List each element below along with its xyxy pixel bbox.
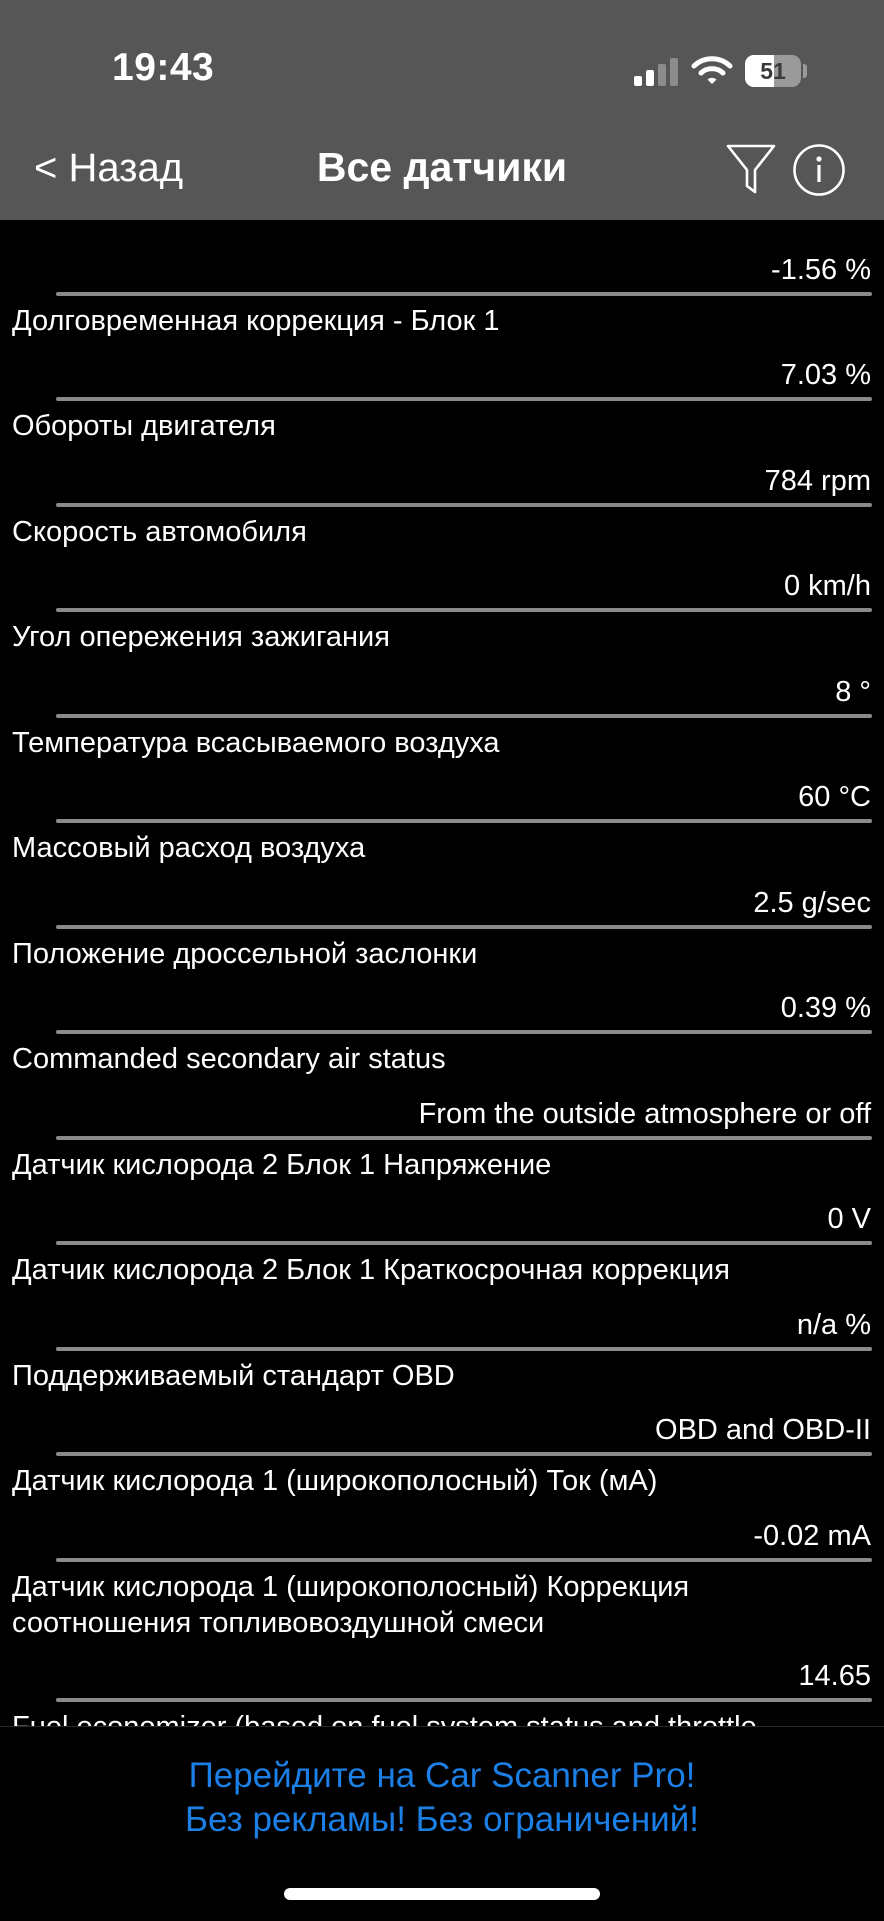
- status-time: 19:43: [112, 46, 215, 89]
- sensor-row[interactable]: [0, 1558, 884, 1699]
- sensor-name: Датчик кислорода 1 (широкополосный) Ток (мА): [12, 1465, 658, 1497]
- row-divider: [56, 608, 872, 612]
- row-divider: [56, 1558, 872, 1562]
- sensor-name: Поддерживаемый стандарт OBD: [12, 1359, 455, 1392]
- sensor-value: 0 V: [827, 1203, 871, 1235]
- row-divider: [56, 1698, 872, 1702]
- sensor-value: -0.02 mA: [753, 1519, 871, 1552]
- wifi-icon: [692, 54, 732, 86]
- row-divider: [56, 1347, 872, 1351]
- row-divider: [56, 1136, 872, 1140]
- row-divider: [56, 1452, 872, 1456]
- sensor-value: 60 °C: [798, 781, 871, 813]
- cellular-signal-icon: [634, 58, 678, 86]
- sensor-value: 784 rpm: [764, 464, 871, 497]
- sensor-value: 7.03 %: [780, 359, 871, 391]
- sensor-list[interactable]: [0, 220, 884, 1726]
- row-divider: [56, 397, 872, 401]
- back-button[interactable]: < Назад: [34, 146, 184, 190]
- battery-tip: [803, 64, 807, 78]
- sensor-row[interactable]: [0, 714, 884, 820]
- row-divider: [56, 925, 872, 929]
- sensor-name: Угол опережения зажигания: [12, 621, 390, 653]
- sensor-row[interactable]: [0, 925, 884, 1031]
- sensor-name: Датчик кислорода 2 Блок 1 Напряжение: [12, 1148, 552, 1181]
- promo-line-1[interactable]: Перейдите на Car Scanner Pro!: [188, 1756, 696, 1795]
- sensor-row[interactable]: [0, 186, 884, 292]
- row-divider: [56, 819, 872, 823]
- sensor-name: Массовый расход воздуха: [12, 832, 366, 864]
- sensor-row[interactable]: [0, 503, 884, 609]
- home-indicator[interactable]: [284, 1888, 600, 1900]
- sensor-value: 8 °: [835, 675, 871, 708]
- sensor-name: Обороты двигателя: [12, 410, 276, 442]
- sensor-row[interactable]: [0, 819, 884, 925]
- promo-line-2[interactable]: Без рекламы! Без ограничений!: [185, 1800, 699, 1839]
- row-divider: [56, 503, 872, 507]
- sensor-row[interactable]: [0, 608, 884, 714]
- row-divider: [56, 292, 872, 296]
- sensor-value: OBD and OBD-II: [655, 1414, 871, 1446]
- sensor-row[interactable]: [0, 1241, 884, 1347]
- battery-icon: [745, 55, 801, 87]
- page-title: Все датчики: [316, 144, 568, 190]
- sensor-name: Датчик кислорода 2 Блок 1 Краткосрочная коррекция: [12, 1254, 730, 1286]
- sensor-name: Скорость автомобиля: [12, 515, 307, 548]
- sensor-row[interactable]: [0, 1347, 884, 1453]
- sensor-name: Commanded secondary air status: [12, 1043, 446, 1075]
- sensor-value: 0.39 %: [780, 992, 871, 1024]
- sensor-row[interactable]: [0, 1452, 884, 1558]
- sensor-row[interactable]: [0, 1136, 884, 1242]
- sensor-row[interactable]: [0, 292, 884, 398]
- sensor-row[interactable]: [0, 1030, 884, 1136]
- sensor-value: 14.65: [798, 1660, 871, 1692]
- sensor-value: n/a %: [796, 1308, 871, 1341]
- sensor-value: -1.56 %: [771, 253, 871, 286]
- row-divider: [56, 1030, 872, 1034]
- row-divider: [56, 714, 872, 718]
- sensor-name: Долговременная коррекция - Блок 1: [12, 304, 500, 337]
- sensor-value: From the outside atmosphere or off: [418, 1097, 871, 1130]
- sensor-name: Положение дроссельной заслонки: [12, 937, 478, 970]
- sensor-name: Температура всасываемого воздуха: [12, 726, 500, 759]
- sensor-value: 0 km/h: [783, 570, 871, 602]
- sensor-name: Датчик кислорода 1 (широкополосный) Коррекция соотношения топливовоздушной смеси: [12, 1570, 690, 1639]
- row-divider: [56, 1241, 872, 1245]
- sensor-list-content: [0, 186, 884, 1839]
- sensor-row[interactable]: [0, 397, 884, 503]
- sensor-value: 2.5 g/sec: [753, 886, 871, 919]
- battery-percent: 51: [760, 58, 786, 84]
